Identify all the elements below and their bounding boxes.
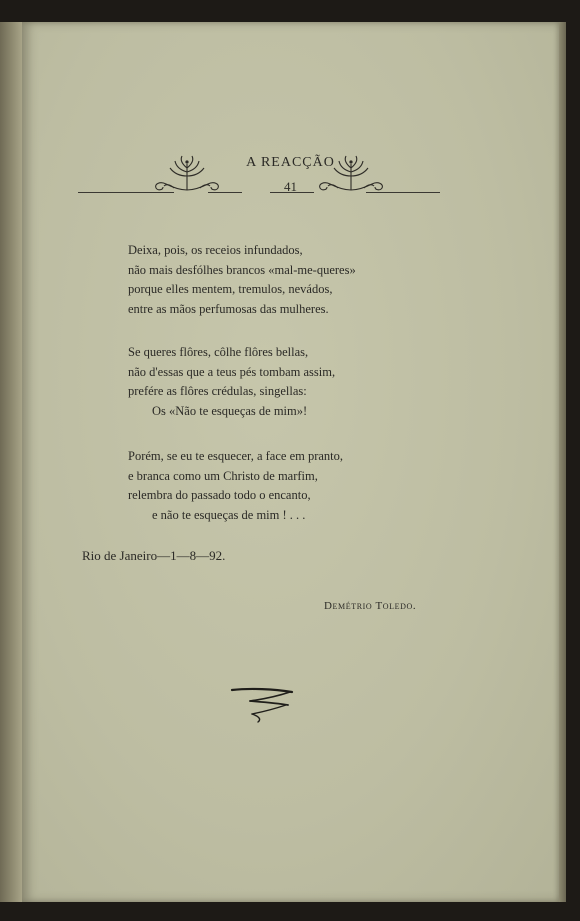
poem-stanza-2 [128,343,335,421]
tailpiece-flourish [228,682,298,726]
page-number: 41 [284,179,297,194]
poem-stanza-1 [128,241,356,319]
poem-stanza-3 [128,447,343,525]
poem-line: Porém, se eu te esquecer, a face em pranto, [128,449,344,463]
poem-line: Os «Não te esqueças de mim»! [152,403,308,418]
poem-line: e branca como um Christo de marfim, [128,468,318,483]
author-signature: Demétrio Toledo. [324,600,417,612]
dateline: Rio de Janeiro—1—8—92. [82,548,226,563]
poem-line: Deixa, pois, os receios infundados, [128,243,303,257]
poem-line: porque elles mentem, tremulos, nevádos, [128,282,333,296]
poem-line: entre as mãos perfumosas das mulheres. [128,301,329,316]
poem-line: não mais desfólhes brancos «mal-me-queres» [128,262,356,277]
poem-line: e não te esqueças de mim ! . . . [152,507,306,522]
facing-page-edge [0,22,22,902]
poem-line: prefére as flôres crédulas, singellas: [128,384,307,398]
poem-line: Se queres flôres, côlhe flôres bellas, [128,345,309,359]
poem-line: não d'essas que a teus pés tombam assim, [128,364,336,379]
book-page [22,22,559,902]
poem-line: relembra do passado todo o encanto, [128,488,311,502]
page-edge-right [559,22,566,902]
running-title: A REACÇÃO [246,155,335,170]
